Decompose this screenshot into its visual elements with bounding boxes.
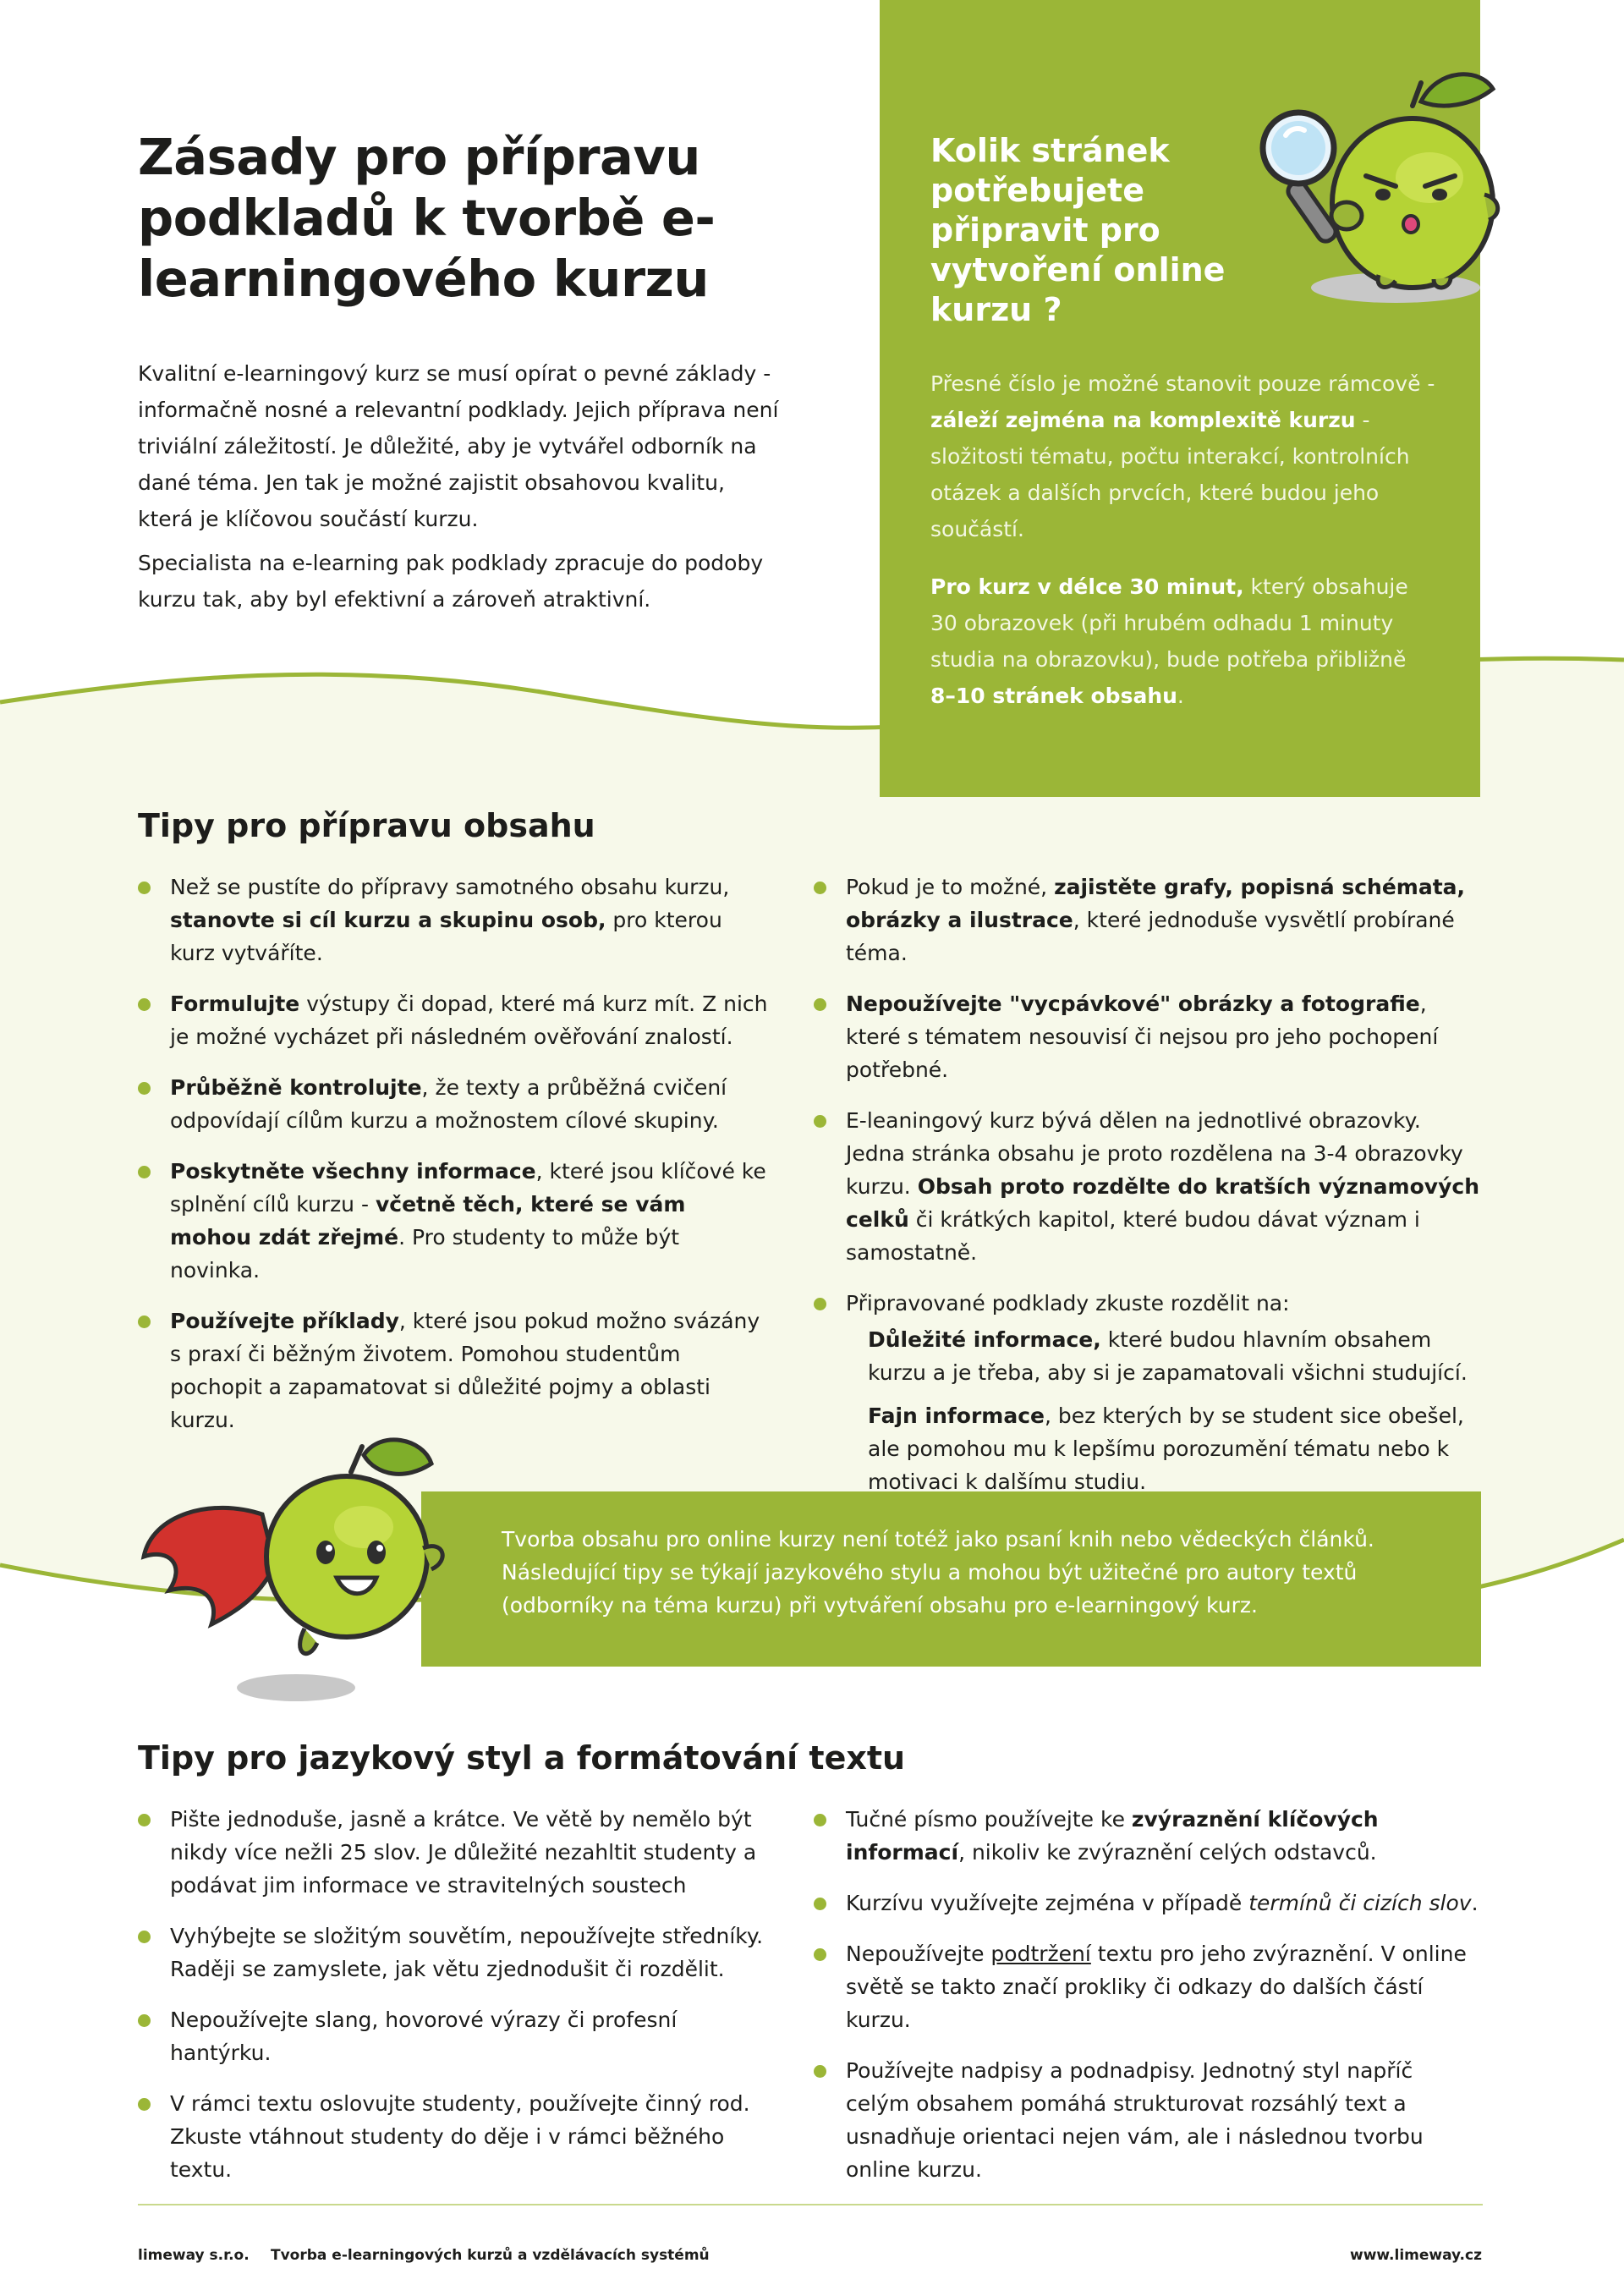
- list-item: Než se pustíte do přípravy samotného obsahu kurzu, stanovte si cíl kurzu a skupinu osob, pro kterou kurz vytváříte.: [138, 871, 768, 969]
- footer-company: limeway s.r.o.: [138, 2247, 250, 2264]
- intro-paragraph-1: Kvalitní e-learningový kurz se musí opírat o pevné základy - informačně nosné a relevantní podklady. Jejich příprava není triviální záležitostí. Je důležité, aby je vytvářel odborník na dané téma. Jen tak je možné zajistit obsahovou kvalitu, která je klíčovou součástí kurzu.: [138, 361, 779, 531]
- bullet-icon: [138, 1316, 151, 1328]
- bullet-icon: [814, 998, 826, 1011]
- content-tips-right-column: [814, 871, 1482, 1508]
- list-item: Nepoužívejte "vycpávkové" obrázky a fotografie, které s tématem nesouvisí či nejsou pro jeho pochopení potřebné.: [814, 987, 1482, 1086]
- bullet-icon: [814, 1898, 826, 1910]
- list-item: Používejte příklady, které jsou pokud možno svázány s praxí či běžným životem. Pomohou studentům pochopit a zapamatovat si důležité pojmy a oblasti kurzu.: [138, 1305, 768, 1436]
- bullet-icon: [138, 1166, 151, 1178]
- list-item: V rámci textu oslovujte studenty, používejte činný rod. Zkuste vtáhnout studenty do děje i v rámci běžného textu.: [138, 2087, 768, 2186]
- side-panel-title: Kolik stránek potřebujete připravit pro vytvoření online kurzu ?: [930, 132, 1226, 328]
- bullet-icon: [138, 2098, 151, 2111]
- bullet-icon: [814, 1948, 826, 1961]
- section-title-content-tips: Tipy pro přípravu obsahu: [138, 807, 595, 844]
- intro: [138, 355, 781, 625]
- list-item: Nepoužívejte slang, hovorové výrazy či profesní hantýrku.: [138, 2003, 768, 2069]
- style-tips-left-column: [138, 1803, 768, 2204]
- sub-list-item: Důležité informace, které budou hlavním obsahem kurzu a je třeba, aby si je zapamatovali všichni studující.: [868, 1327, 1468, 1385]
- footer-divider: [138, 2204, 1483, 2205]
- section-title-style-tips: Tipy pro jazykový styl a formátování textu: [138, 1739, 906, 1777]
- side-panel-text: [930, 365, 1438, 735]
- footer-website-link[interactable]: www.limeway.cz: [1350, 2247, 1482, 2264]
- content-tips-left-column: [138, 871, 768, 1454]
- bullet-icon: [814, 882, 826, 894]
- list-item: Připravované podklady zkuste rozdělit na:: [814, 1287, 1482, 1320]
- intro-paragraph-2: Specialista na e-learning pak podklady zpracuje do podoby kurzu tak, aby byl efektivní a zároveň atraktivní.: [138, 551, 764, 612]
- list-item: Poskytněte všechny informace, které jsou klíčové ke splnění cílů kurzu - včetně těch, které se vám mohou zdát zřejmé. Pro studenty to může být novinka.: [138, 1155, 768, 1287]
- bullet-icon: [138, 1082, 151, 1095]
- list-item: Pokud je to možné, zajistěte grafy, popisná schémata, obrázky a ilustrace, které jednoduše vysvětlí probírané téma.: [814, 871, 1482, 969]
- list-item: Formulujte výstupy či dopad, které má kurz mít. Z nich je možné vycházet při následném ověřování znalostí.: [138, 987, 768, 1053]
- bullet-icon: [814, 1115, 826, 1128]
- page-title: Zásady pro přípravu podkladů k tvorbě e-learningového kurzu: [138, 128, 716, 308]
- list-item: Tučné písmo používejte ke zvýraznění klíčových informací, nikoliv ke zvýraznění celých odstavců.: [814, 1803, 1482, 1869]
- footer-tagline: Tvorba e-learningových kurzů a vzdělávacích systémů: [271, 2247, 710, 2264]
- lime-mascot-superhero-icon: [135, 1421, 474, 1709]
- bullet-icon: [138, 1814, 151, 1826]
- list-item: Používejte nadpisy a podnadpisy. Jednotný styl napříč celým obsahem pomáhá strukturovat rozsáhlý text a usnadňuje orientaci nejen vám, ale i následnou tvorbu online kurzu.: [814, 2054, 1482, 2186]
- list-item: Kurzívu využívejte zejména v případě termínů či cizích slov.: [814, 1887, 1482, 1920]
- side-panel-paragraph-2: Pro kurz v délce 30 minut, který obsahuje 30 obrazovek (při hrubém odhadu 1 minuty studia na obrazovku), bude potřeba přibližně 8–10 stránek obsahu.: [930, 574, 1408, 708]
- lime-mascot-magnifier-icon: [1252, 59, 1506, 313]
- bullet-icon: [138, 882, 151, 894]
- bullet-icon: [814, 1814, 826, 1826]
- list-item: E-leaningový kurz bývá dělen na jednotlivé obrazovky. Jedna stránka obsahu je proto rozdělena na 3-4 obrazovky kurzu. Obsah proto rozdělte do kratších významových celků či krátkých kapitol, které budou dávat význam i samostatně.: [814, 1104, 1482, 1269]
- style-tips-right-column: [814, 1803, 1482, 2204]
- callout-text: Tvorba obsahu pro online kurzy není totéž jako psaní knih nebo vědeckých článků. Následující tipy se týkají jazykového stylu a mohou být užitečné pro autory textů (odborníky na téma kurzu) při vytváření obsahu pro e-learningový kurz.: [502, 1527, 1374, 1618]
- bullet-icon: [814, 2065, 826, 2078]
- list-item: Vyhýbejte se složitým souvětím, nepoužívejte středníky. Raději se zamyslete, jak větu zjednodušit či rozdělit.: [138, 1920, 768, 1986]
- list-item: Nepoužívejte podtržení textu pro jeho zvýraznění. V online světě se takto značí prokliky či odkazy do dalších částí kurzu.: [814, 1937, 1482, 2036]
- bullet-icon: [138, 998, 151, 1011]
- sub-list-item: Fajn informace, bez kterých by se student sice obešel, ale pomohou mu k lepšímu porozumění tématu nebo k motivaci k dalšímu studiu.: [868, 1403, 1464, 1494]
- list-item: Pište jednoduše, jasně a krátce. Ve větě by nemělo být nikdy více nežli 25 slov. Je důležité nezahltit studenty a podávat jim informace ve stravitelných soustech: [138, 1803, 768, 1902]
- bullet-icon: [138, 1931, 151, 1943]
- bullet-icon: [138, 2014, 151, 2027]
- side-panel-paragraph-1: Přesné číslo je možné stanovit pouze rámcově - záleží zejména na komplexitě kurzu - složitosti tématu, počtu interakcí, kontrolních otázek a dalších prvcích, které budou jeho součástí.: [930, 371, 1435, 541]
- bullet-icon: [814, 1298, 826, 1310]
- list-item: Průběžně kontrolujte, že texty a průběžná cvičení odpovídají cílům kurzu a možnostem cílové skupiny.: [138, 1071, 768, 1137]
